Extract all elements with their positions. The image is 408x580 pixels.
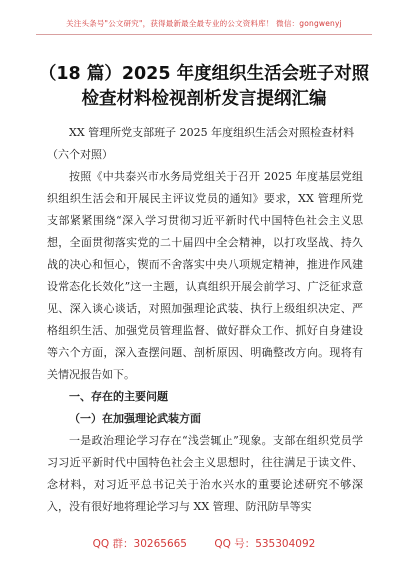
subsection-heading: （一）在加强理论武装方面 — [69, 412, 201, 425]
document-body — [47, 122, 363, 518]
document-subtitle: XX 管理所党支部班子 2025 年度组织生活会对照检查材料（六个对照） — [47, 126, 355, 161]
title-line-1: （18 篇）2025 年度组织生活会班子对照 — [38, 64, 370, 84]
footer-contact — [0, 536, 408, 551]
document-title — [24, 62, 384, 112]
header-banner: 关注头条号"公文研究"，获得最新最全最专业的公文资料库！ 微信：gongwenyj — [36, 18, 372, 35]
footer-qq-number: QQ 号：535304092 — [214, 538, 316, 550]
title-line-2: 检查材料检视剖析发言提纲汇编 — [81, 89, 327, 109]
body-paragraph: 一是政治理论学习存在“浅尝辄止”现象。支部在组织党员学习习近平新时代中国特色社会主义思想时，往往满足于读文件、念材料，对习近平总书记关于治水兴水的重要论述研究不够深入，没有很好地将理论学习与 XX 管理、防汛防旱等实 — [47, 434, 363, 513]
footer-qq-group: QQ 群：30265665 — [92, 538, 187, 550]
section-heading: 一、存在的主要问题 — [69, 390, 168, 403]
intro-paragraph: 按照《中共泰兴市水务局党组关于召开 2025 年度基层党组织组织生活会和开展民主评议党员的通知》要求，XX 管理所党支部紧紧围绕“深入学习贯彻习近平新时代中国特色社会主义思想，全面贯彻落实党的二十届四中全会精神，以打攻坚战、持久战的决心和恒心，锲而不舍落实中央八项规定精神，推进作风建设常态化长效化”这一主题，认真组织开展会前学习、广泛征求意见、深入谈心谈话，对照加强理论武装、执行上级组织决定、严格组织生活、加强党员管理监督、做好群众工作、抓好自身建设等六个方面，深入查摆问题、剖析原因、明确整改方向。现将有关情况报告如下。 — [47, 170, 363, 381]
